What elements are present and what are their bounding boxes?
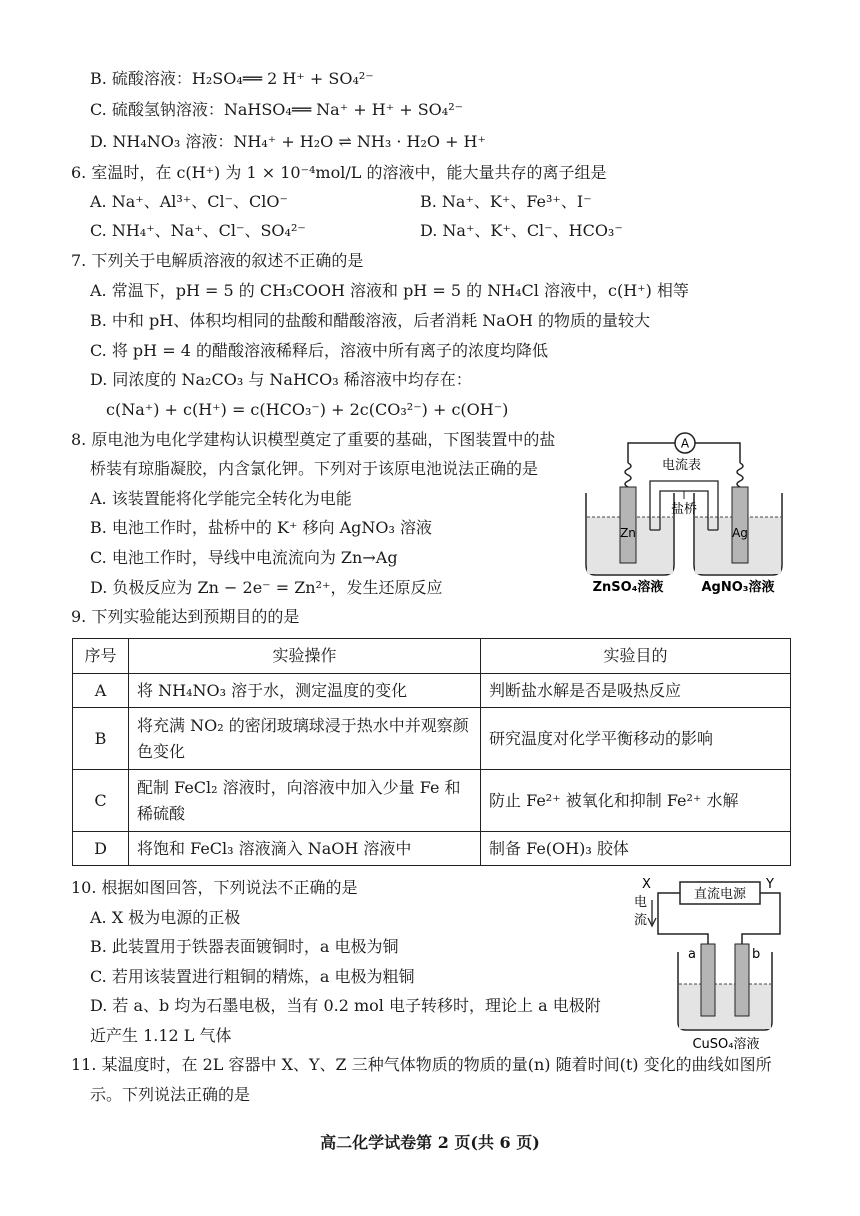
table-row [73, 832, 791, 866]
q10-option-d-continued: 近产生 1.12 L 气体 [90, 1026, 232, 1045]
row-index: B [73, 708, 129, 770]
table-row [73, 770, 791, 832]
row-purpose: 判断盐水解是否是吸热反应 [481, 674, 791, 708]
q5-option-c: C. 硫酸氢钠溶液：NaHSO₄══ Na⁺ + H⁺ + SO₄²⁻ [90, 100, 464, 119]
q7-option-b: B. 中和 pH、体积均相同的盐酸和醋酸溶液，后者消耗 NaOH 的物质的量较大 [90, 311, 650, 330]
q8-stem-line2: 桥装有琼脂凝胶，内含氯化钾。下列对于该原电池说法正确的是 [90, 459, 539, 478]
zinc-electrode [620, 487, 636, 563]
row-operation: 将充满 NO₂ 的密闭玻璃球浸于热水中并观察颜色变化 [129, 708, 481, 770]
q7-stem: 7. 下列关于电解质溶液的叙述不正确的是 [71, 251, 364, 270]
q10-option-b: B. 此装置用于铁器表面镀铜时，a 电极为铜 [90, 937, 399, 956]
wire-right [695, 443, 740, 463]
q10-option-c: C. 若用该装置进行粗铜的精炼，a 电极为粗铜 [90, 967, 415, 986]
row-operation: 配制 FeCl₂ 溶液时，向溶液中加入少量 Fe 和稀硫酸 [129, 770, 481, 832]
copper-sulfate-label: CuSO₄溶液 [692, 1037, 760, 1052]
current-label-2: 流 [634, 913, 648, 928]
q6-option-d: D. Na⁺、K⁺、Cl⁻、HCO₃⁻ [420, 221, 623, 240]
ammeter-symbol: A [680, 436, 690, 451]
q8-stem-line1: 8. 原电池为电化学建构认识模型奠定了重要的基础，下图装置中的盐 [71, 430, 556, 449]
q5-option-b: B. 硫酸溶液：H₂SO₄══ 2 H⁺ + SO₄²⁻ [90, 69, 374, 88]
q10-option-a: A. X 极为电源的正极 [90, 908, 241, 927]
right-spring [737, 463, 743, 487]
header-operation: 实验操作 [129, 639, 481, 674]
q7-option-c: C. 将 pH = 4 的醋酸溶液稀释后，溶液中所有离子的浓度均降低 [90, 341, 548, 360]
page-footer: 高二化学试卷第 2 页(共 6 页) [320, 1133, 540, 1152]
q8-option-c: C. 电池工作时，导线中电流流向为 Zn→Ag [90, 548, 398, 567]
row-purpose: 防止 Fe²⁺ 被氧化和抑制 Fe²⁺ 水解 [481, 770, 791, 832]
header-purpose: 实验目的 [481, 639, 791, 674]
table-row [73, 708, 791, 770]
q11-stem-line1: 11. 某温度时，在 2L 容器中 X、Y、Z 三种气体物质的物质的量(n) 随着时间(t) 变化的曲线如图所 [71, 1055, 772, 1074]
row-operation: 将 NH₄NO₃ 溶于水，测定温度的变化 [129, 674, 481, 708]
table-header-row [73, 639, 791, 674]
electrode-b-label: b [752, 947, 761, 962]
silver-electrode [732, 487, 748, 563]
q8-option-a: A. 该装置能将化学能完全转化为电能 [90, 489, 352, 508]
table-row [73, 674, 791, 708]
electrode-a [701, 944, 715, 1016]
q6-option-b: B. Na⁺、K⁺、Fe³⁺、I⁻ [420, 192, 592, 211]
header-index: 序号 [73, 639, 129, 674]
right-solution-label: AgNO₃溶液 [701, 580, 775, 595]
q6-option-a: A. Na⁺、Al³⁺、Cl⁻、ClO⁻ [90, 192, 288, 211]
silver-label: Ag [732, 526, 748, 540]
q6-stem: 6. 室温时，在 c(H⁺) 为 1 × 10⁻⁴mol/L 的溶液中，能大量共存的离子组是 [71, 163, 607, 182]
left-spring [625, 463, 631, 487]
electrode-b [735, 944, 749, 1016]
q8-option-b: B. 电池工作时，盐桥中的 K⁺ 移向 AgNO₃ 溶液 [90, 518, 433, 537]
x-pole-label: X [642, 877, 651, 892]
y-pole-label: Y [766, 877, 774, 892]
q7-option-a: A. 常温下，pH = 5 的 CH₃COOH 溶液和 pH = 5 的 NH₄Cl 溶液中，c(H⁺) 相等 [90, 281, 689, 300]
row-index: A [73, 674, 129, 708]
q6-option-c: C. NH₄⁺、Na⁺、Cl⁻、SO₄²⁻ [90, 221, 306, 240]
q7-option-d: D. 同浓度的 Na₂CO₃ 与 NaHCO₃ 稀溶液中均存在： [90, 370, 472, 389]
zinc-label: Zn [620, 526, 636, 540]
current-label-1: 电 [634, 895, 648, 910]
row-purpose: 制备 Fe(OH)₃ 胶体 [481, 832, 791, 866]
q10-option-d: D. 若 a、b 均为石墨电极，当有 0.2 mol 电子转移时，理论上 a 电极附 [90, 996, 601, 1015]
row-operation: 将饱和 FeCl₃ 溶液滴入 NaOH 溶液中 [129, 832, 481, 866]
q7-option-d-equation: c(Na⁺) + c(H⁺) = c(HCO₃⁻) + 2c(CO₃²⁻) + c(OH⁻) [106, 400, 509, 419]
ammeter-label: 电流表 [662, 458, 702, 473]
electrode-a-label: a [688, 947, 696, 962]
q10-stem: 10. 根据如图回答，下列说法不正确的是 [71, 878, 358, 897]
row-index: C [73, 770, 129, 832]
left-solution-label: ZnSO₄溶液 [592, 580, 664, 595]
q11-stem-line2: 示。下列说法正确的是 [90, 1085, 251, 1104]
copper-sulfate-solution [679, 984, 771, 1029]
galvanic-cell-figure [580, 425, 790, 595]
dc-power-label: 直流电源 [693, 887, 747, 902]
salt-bridge-label: 盐桥 [670, 502, 698, 517]
q5-option-d: D. NH₄NO₃ 溶液：NH₄⁺ + H₂O ⇌ NH₃ · H₂O + H⁺ [90, 132, 486, 151]
electrolysis-figure [628, 872, 798, 1052]
q8-option-d: D. 负极反应为 Zn − 2e⁻ = Zn²⁺，发生还原反应 [90, 578, 443, 597]
q9-experiment-table [72, 638, 791, 866]
q9-stem: 9. 下列实验能达到预期目的的是 [71, 607, 300, 626]
row-index: D [73, 832, 129, 866]
row-purpose: 研究温度对化学平衡移动的影响 [481, 708, 791, 770]
